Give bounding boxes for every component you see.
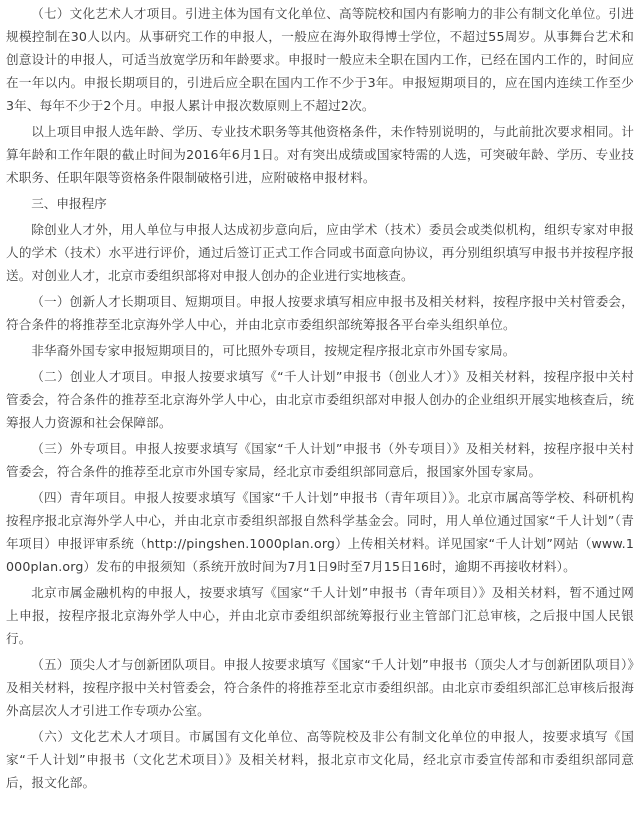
paragraph-foreign-expert: （三）外专项目。申报人按要求填写《国家“千人计划”申报书（外专项目）》及相关材料，按程序报中关村管委会，符合条件的推荐至北京市外国专家局，经北京市委组织部同意后，报国家外国专家局。 — [6, 441, 634, 479]
paragraph-top-talent-team: （五）顶尖人才与创新团队项目。申报人按要求填写《国家“千人计划”申报书（顶尖人才与创新团队项目）》及相关材料，按程序报中关村管委会，符合条件的将推荐至北京市委组织部。由北京市委组织部汇总审核后报海外高层次人才引进工作专项办公室。 — [6, 657, 634, 718]
paragraph-culture-art-procedure: （六）文化艺术人才项目。市属国有文化单位、高等院校及非公有制文化单位的申报人，按要求填写《国家“千人计划”申报书（文化艺术项目）》及相关材料，报北京市文化局，经北京市委宣传部和市委组织部同意后，报文化部。 — [6, 729, 634, 790]
section-heading-application-procedure: 三、申报程序 — [31, 196, 107, 211]
paragraph-youth-project: （四）青年项目。申报人按要求填写《国家“千人计划”申报书（青年项目）》。北京市属高等学校、科研机构按程序报北京海外学人中心，并由北京市委组织部报自然科学基金会。同时，用人单位通过国家“千人计划”（青年项目）申报评审系统（http://pingshen.1000plan.org）上传相关材料。详见国家“千人计划”网站（www.1000plan.org）发布的申报须知（系统开放时间为7月1日9时至7月15日16时，逾期不再接收材料）。 — [6, 490, 634, 574]
paragraph-entrepreneur-talent: （二）创业人才项目。申报人按要求填写《“千人计划”申报书（创业人才）》及相关材料，按程序报中关村管委会，符合条件的推荐至北京海外学人中心，由北京市委组织部对申报人创办的企业组织开展实地核查后，统筹报人力资源和社会保障部。 — [6, 369, 634, 430]
paragraph-financial-institutions: 北京市属金融机构的申报人，按要求填写《国家“千人计划”申报书（青年项目）》及相关材料，暂不通过网上申报，按程序报北京海外学人中心，并由北京市委组织部统筹报行业主管部门汇总审核，之后报中国人民银行。 — [6, 585, 634, 646]
paragraph-innovation-talent: （一）创新人才长期项目、短期项目。申报人按要求填写相应申报书及相关材料，按程序报中关村管委会，符合条件的将推荐至北京海外学人中心，并由北京市委组织部统筹报各平台牵头组织单位。 — [6, 294, 634, 332]
paragraph-general-requirements: 以上项目申报人选年龄、学历、专业技术职务等其他资格条件，未作特别说明的，与此前批次要求相同。计算年龄和工作年限的截止时间为2016年6月1日。对有突出成绩或国家特需的人选，可突破年龄、学历、专业技术职务、任职年限等资格条件限制破格引进，应附破格申报材料。 — [6, 124, 634, 185]
paragraph-non-chinese-experts: 非华裔外国专家申报短期项目的，可比照外专项目，按规定程序报北京市外国专家局。 — [31, 343, 516, 358]
paragraph-culture-art-talent: （七）文化艺术人才项目。引进主体为国有文化单位、高等院校和国内有影响力的非公有制文化单位。引进规模控制在30人以内。从事研究工作的申报人，一般应在海外取得博士学位，不超过55周岁。从事舞台艺术和创意设计的申报人，可适当放宽学历和年龄要求。申报时一般应未全职在国内工作，已经在国内工作的，时间应在一年以内。申报长期项目的，引进后应全职在国内工作不少于3年。申报短期项目的，应在国内连续工作至少3年、每年不少于2个月。申报人累计申报次数原则上不超过2次。 — [6, 6, 634, 113]
paragraph-procedure-intro: 除创业人才外，用人单位与申报人达成初步意向后，应由学术（技术）委员会或类似机构，组织专家对申报人的学术（技术）水平进行评价，通过后签订正式工作合同或书面意向协议，再分别组织填写申报书并按程序报送。对创业人才，北京市委组织部将对申报人创办的企业进行实地核查。 — [6, 222, 634, 283]
